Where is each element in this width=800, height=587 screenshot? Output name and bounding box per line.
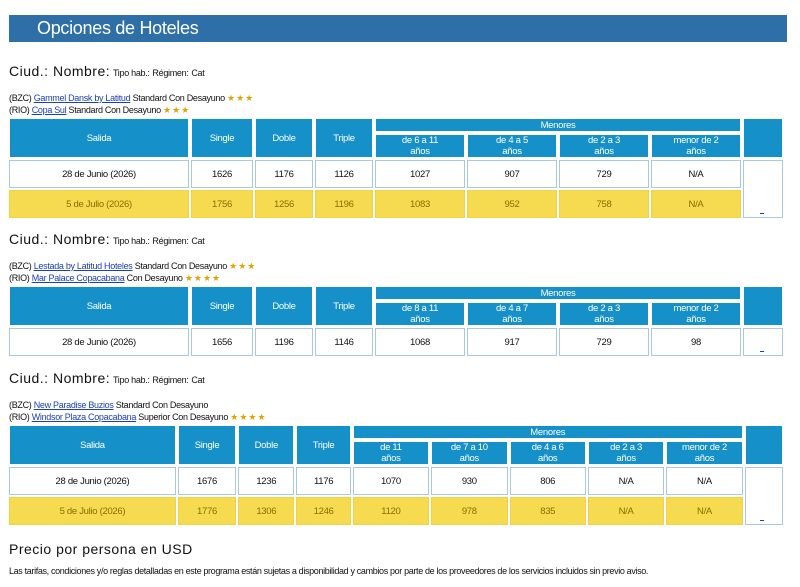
hotel-city: (RIO) [9, 412, 30, 422]
hotel-city: (RIO) [9, 105, 30, 115]
cell-minor: 806 [510, 467, 586, 495]
hotel-name-link[interactable]: Lestada by Latitud Hoteles [33, 261, 133, 271]
col-header-minor-range [651, 134, 741, 158]
regimen-label: Régimen: [152, 236, 189, 246]
cell-doble: 1236 [238, 467, 294, 495]
hotel-room-type: Standard [132, 93, 167, 103]
star-rating-icon: ★★★ [229, 261, 257, 271]
rates-table [7, 116, 785, 220]
minor-range-label: de 8 a 11 [401, 303, 439, 314]
cell-minor: 930 [431, 467, 507, 495]
hotel-line [9, 92, 787, 104]
col-header-single: Single [191, 286, 253, 326]
cell-minor: 98 [651, 328, 741, 356]
cell-minor: 729 [559, 328, 649, 356]
col-header-blank [745, 425, 783, 465]
col-header-doble: Doble [255, 118, 313, 158]
cell-minor: 1068 [375, 328, 465, 356]
cell-minor: N/A [666, 497, 742, 525]
col-header-minor-range [651, 302, 741, 326]
hotel-city: (BZC) [9, 93, 32, 103]
cell-triple: 1196 [315, 190, 373, 218]
spacer [9, 253, 787, 260]
hotel-regime: Con Desayuno [171, 261, 227, 271]
col-header-minor-range [588, 441, 664, 465]
col-header-triple: Triple [315, 118, 373, 158]
cell-minor: N/A [588, 497, 664, 525]
cell-minor: N/A [588, 467, 664, 495]
minor-range-unit: años [410, 314, 430, 325]
cat-label: Cat [191, 236, 205, 246]
cat-label: Cat [191, 375, 205, 385]
table-row [9, 190, 783, 218]
cell-doble: 1196 [255, 328, 313, 356]
hotel-name-link[interactable]: Gammel Dansk by Latitud [33, 93, 131, 103]
cell-single: 1776 [178, 497, 236, 525]
col-header-doble: Doble [255, 286, 313, 326]
col-header-minor-range [559, 302, 649, 326]
minor-range-unit: años [686, 314, 706, 325]
table-row [9, 160, 783, 188]
hotel-line [9, 104, 787, 116]
cell-minor: 978 [431, 497, 507, 525]
minor-range-label: de 6 a 11 [401, 135, 439, 146]
minor-range-label: de 7 a 10 [450, 442, 488, 453]
ciud-label: Ciud.: Nombre: [9, 370, 111, 386]
cell-salida: 28 de Junio (2026) [9, 160, 189, 188]
hotel-line [9, 260, 787, 272]
col-header-minor-range [559, 134, 649, 158]
minor-range-unit: años [616, 453, 636, 464]
col-header-minor-range [510, 441, 586, 465]
hotel-regime: Con Desayuno [152, 400, 209, 410]
hotel-regime: Con Desayuno [168, 93, 225, 103]
minor-range-label: de 2 a 3 [588, 303, 620, 314]
ciud-header [9, 231, 787, 253]
minor-range-label: de 2 a 3 [588, 135, 620, 146]
col-header-salida: Salida [9, 286, 189, 326]
hotel-city: (RIO) [9, 273, 30, 283]
cell-salida: 28 de Junio (2026) [9, 328, 189, 356]
col-header-menores: Menores [375, 286, 741, 300]
tipo-hab-label: Tipo hab.: [112, 375, 150, 385]
hotel-city: (BZC) [9, 261, 32, 271]
minor-range-label: de 11 [380, 442, 402, 453]
select-link-mark[interactable] [760, 351, 764, 352]
hotel-room-type: Superior [138, 412, 170, 422]
cell-action [743, 328, 783, 356]
minor-range-unit: años [694, 453, 715, 464]
cell-triple: 1126 [315, 160, 373, 188]
cell-salida: 28 de Junio (2026) [9, 467, 176, 495]
minor-range-label: de 4 a 5 [496, 135, 528, 146]
cell-single: 1676 [178, 467, 236, 495]
hotel-city: (BZC) [9, 400, 32, 410]
col-header-minor-range [467, 134, 557, 158]
minor-range-unit: años [594, 314, 614, 325]
hotel-name-link[interactable]: Mar Palace Copacabana [31, 273, 125, 283]
hotel-line [9, 399, 787, 411]
hotel-regime: Con Desayuno [104, 105, 161, 115]
rates-table [7, 423, 785, 527]
cell-doble: 1306 [238, 497, 294, 525]
table-row [9, 328, 783, 356]
page-title: Opciones de Hoteles [37, 18, 199, 38]
hotel-name-link[interactable]: Windsor Plaza Copacabana [31, 412, 137, 422]
cell-minor: 835 [510, 497, 586, 525]
minor-range-label: de 4 a 7 [496, 303, 528, 314]
cell-salida: 5 de Julio (2026) [9, 497, 176, 525]
select-link-mark[interactable] [760, 520, 764, 521]
minor-range-label: de 2 a 3 [610, 442, 643, 453]
ciud-header [9, 63, 787, 85]
cell-triple: 1146 [315, 328, 373, 356]
hotel-regime: Con Desayuno [126, 273, 183, 283]
hotel-option-1 [9, 63, 787, 220]
cat-label: Cat [191, 68, 205, 78]
hotel-room-type: Standard [68, 105, 103, 115]
col-header-blank [743, 118, 783, 158]
col-header-minor-range [431, 441, 507, 465]
ciud-label: Ciud.: Nombre: [9, 231, 111, 247]
minor-range-label: de 4 a 6 [531, 442, 564, 453]
cell-minor: 1027 [375, 160, 465, 188]
col-header-minor-range [666, 441, 742, 465]
cell-minor: N/A [666, 467, 742, 495]
cell-salida: 5 de Julio (2026) [9, 190, 189, 218]
rates-table [7, 284, 785, 358]
minor-range-unit: años [537, 453, 558, 464]
spacer [9, 392, 787, 399]
price-note: Precio por persona en USD [9, 541, 193, 557]
table-row [9, 467, 783, 495]
col-header-triple: Triple [315, 286, 373, 326]
cell-minor: 917 [467, 328, 557, 356]
regimen-label: Régimen: [152, 375, 189, 385]
col-header-minor-range [375, 134, 465, 158]
cell-minor: N/A [651, 190, 741, 218]
cell-action [745, 467, 783, 525]
col-header-single: Single [191, 118, 253, 158]
hotel-name-link[interactable]: Copa Sul [31, 105, 67, 115]
col-header-doble: Doble [238, 425, 294, 465]
cell-doble: 1176 [255, 160, 313, 188]
hotel-name-link[interactable]: New Paradise Buzios [33, 400, 114, 410]
hotel-room-type: Standard [134, 261, 169, 271]
ciud-label: Ciud.: Nombre: [9, 63, 111, 79]
disclaimer: Las tarifas, condiciones y/o reglas detalladas en este programa están sujetas a disponibilidad y cambios por parte de los proveedores de los servicios incluidos sin previo aviso. [9, 566, 649, 576]
minor-range-label: menor de 2 [673, 303, 719, 314]
cell-minor: N/A [651, 160, 741, 188]
cell-single: 1656 [191, 328, 253, 356]
cell-minor: 1083 [375, 190, 465, 218]
minor-range-unit: años [594, 146, 614, 157]
col-header-menores: Menores [353, 425, 743, 439]
cell-single: 1626 [191, 160, 253, 188]
ciud-header [9, 370, 787, 392]
col-header-single: Single [178, 425, 236, 465]
select-link-mark[interactable] [760, 213, 764, 214]
tipo-hab-label: Tipo hab.: [112, 68, 150, 78]
minor-range-label: menor de 2 [673, 135, 719, 146]
cell-minor: 1120 [353, 497, 429, 525]
cell-triple: 1176 [296, 467, 350, 495]
minor-range-unit: años [502, 314, 522, 325]
cell-minor: 729 [559, 160, 649, 188]
minor-range-label: menor de 2 [681, 442, 728, 453]
cell-doble: 1256 [255, 190, 313, 218]
cell-minor: 952 [467, 190, 557, 218]
col-header-menores: Menores [375, 118, 741, 132]
minor-range-unit: años [502, 146, 522, 157]
col-header-minor-range [375, 302, 465, 326]
cell-minor: 1070 [353, 467, 429, 495]
col-header-minor-range [467, 302, 557, 326]
col-header-salida: Salida [9, 425, 176, 465]
col-header-blank [743, 286, 783, 326]
hotel-room-type: Standard [115, 400, 150, 410]
cell-action [743, 160, 783, 218]
hotel-line [9, 411, 787, 423]
cell-single: 1756 [191, 190, 253, 218]
col-header-triple: Triple [296, 425, 350, 465]
minor-range-unit: años [410, 146, 430, 157]
hotel-option-2 [9, 231, 787, 358]
minor-range-unit: años [381, 453, 401, 464]
cell-minor: 758 [559, 190, 649, 218]
star-rating-icon: ★★★★ [230, 412, 267, 422]
hotel-option-3 [9, 370, 787, 527]
hotel-line [9, 272, 787, 284]
minor-range-unit: años [686, 146, 706, 157]
star-rating-icon: ★★★ [227, 93, 255, 103]
table-row [9, 497, 783, 525]
star-rating-icon: ★★★★ [184, 273, 222, 283]
col-header-minor-range [353, 441, 429, 465]
cell-triple: 1246 [296, 497, 350, 525]
minor-range-unit: años [459, 453, 479, 464]
col-header-salida: Salida [9, 118, 189, 158]
tipo-hab-label: Tipo hab.: [112, 236, 150, 246]
page-header [9, 15, 787, 42]
regimen-label: Régimen: [152, 68, 189, 78]
hotel-regime: Con Desayuno [172, 412, 229, 422]
cell-minor: 907 [467, 160, 557, 188]
star-rating-icon: ★★★ [163, 105, 191, 115]
spacer [9, 85, 787, 92]
